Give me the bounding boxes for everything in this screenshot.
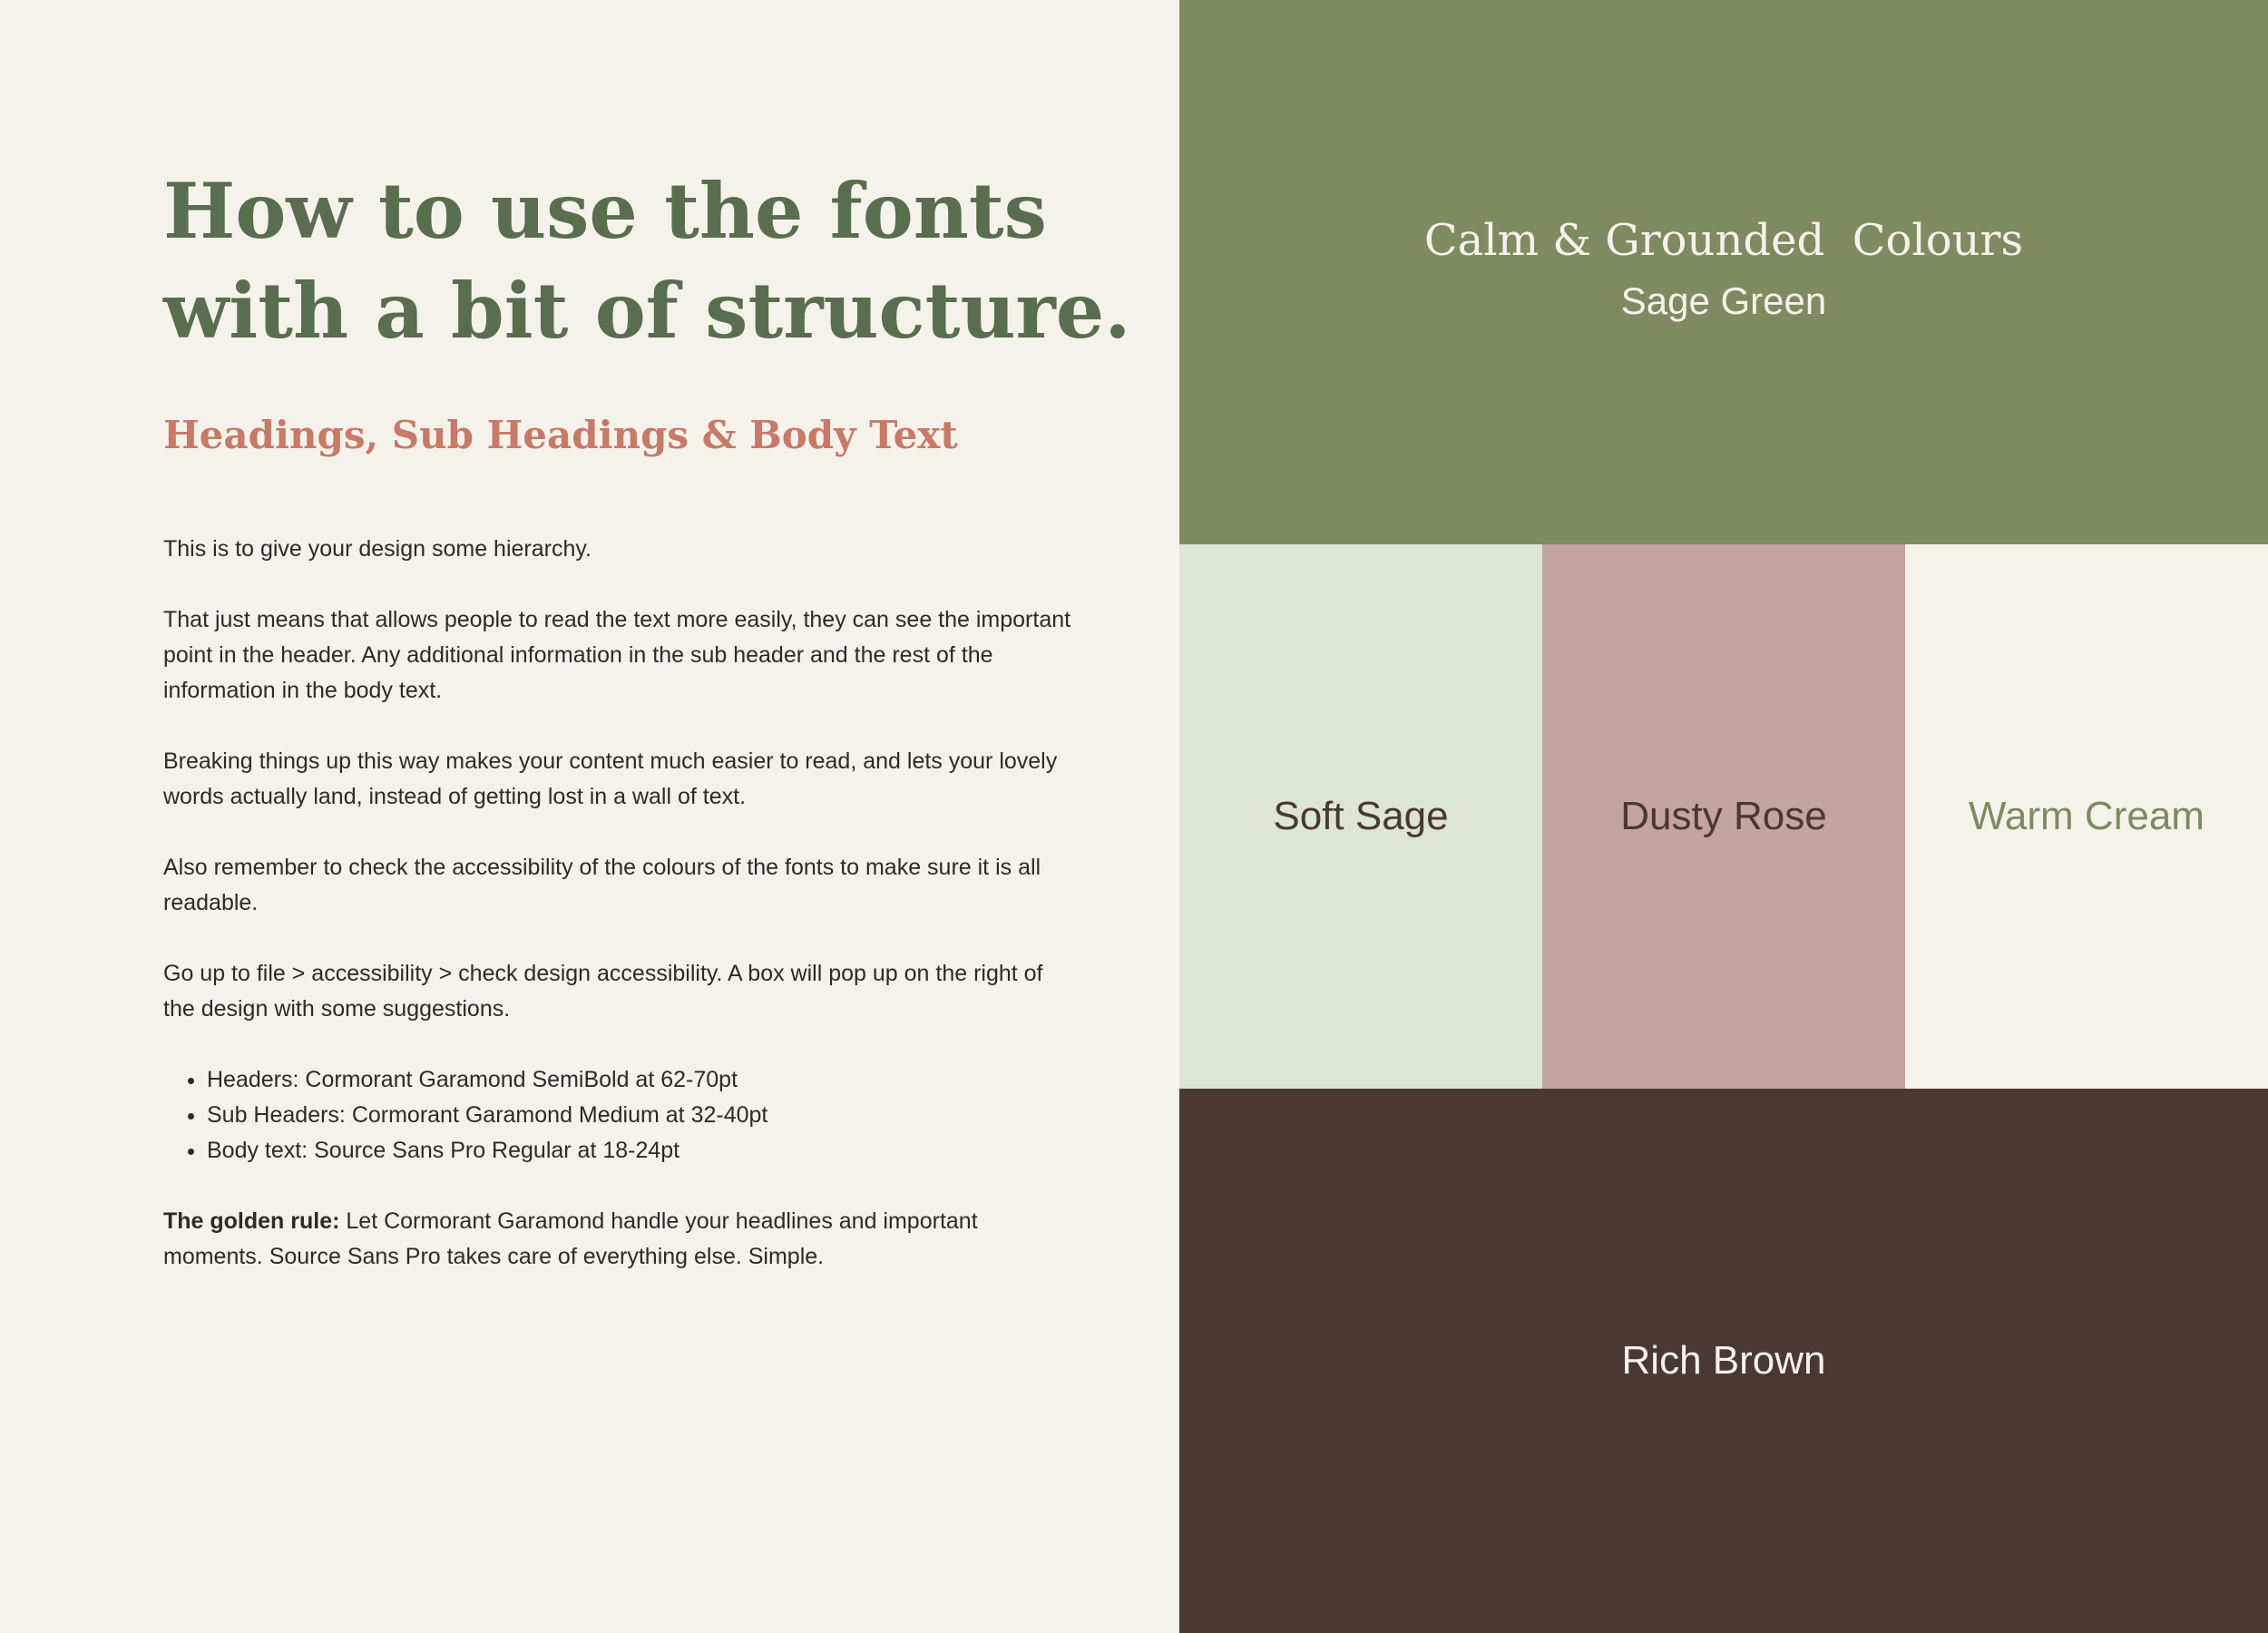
- palette-title: Calm & Grounded Colours: [1423, 215, 2024, 266]
- golden-rule-text: Let Cormorant Garamond handle your headlines and important moments. Source Sans Pro takes care of everything else. Simple.: [163, 1208, 978, 1269]
- swatch-rich-brown: [1179, 1089, 2268, 1633]
- body-text: [163, 532, 1080, 1310]
- golden-rule-label: The golden rule:: [163, 1208, 340, 1234]
- font-list-item: • Headers: Cormorant Garamond SemiBold at 62-70pt: [207, 1062, 1080, 1098]
- paragraph: This is to give your design some hierarchy.: [163, 536, 591, 562]
- golden-rule: [163, 1204, 1080, 1275]
- paragraph: Breaking things up this way makes your content much easier to read, and lets your lovely words actually land, instead of getting lost in a wall of text.: [163, 748, 1058, 809]
- page-heading: How to use the fonts with a bit of structure.: [163, 166, 1131, 356]
- paragraph: Also remember to check the accessibility of the colours of the fonts to make sure it is all readable.: [163, 855, 1041, 915]
- swatch-sage-green: [1179, 0, 2268, 544]
- swatch-warm-cream: [1905, 544, 2268, 1089]
- font-list: [163, 1062, 1080, 1169]
- font-list-item: • Body text: Source Sans Pro Regular at 18-24pt: [207, 1133, 1080, 1169]
- swatch-label-dusty-rose: Dusty Rose: [1620, 794, 1827, 838]
- paragraph: Go up to file > accessibility > check design accessibility. A box will pop up on the right of the design with some suggestions.: [163, 961, 1043, 1022]
- swatch-soft-sage: [1179, 544, 1542, 1089]
- paragraph: That just means that allows people to read the text more easily, they can see the important point in the header. Any additional information in the sub header and the rest of the information in the body text.: [163, 607, 1071, 703]
- swatch-label-rich-brown: Rich Brown: [1621, 1338, 1826, 1383]
- swatch-dusty-rose: [1542, 544, 1905, 1089]
- swatch-label-soft-sage: Soft Sage: [1273, 794, 1449, 838]
- font-list-item: • Sub Headers: Cormorant Garamond Medium at 32-40pt: [207, 1098, 1080, 1133]
- swatch-label-warm-cream: Warm Cream: [1969, 794, 2204, 838]
- swatch-label-sage-green: Sage Green: [1620, 279, 1827, 322]
- page-subheading: Headings, Sub Headings & Body Text: [163, 413, 958, 457]
